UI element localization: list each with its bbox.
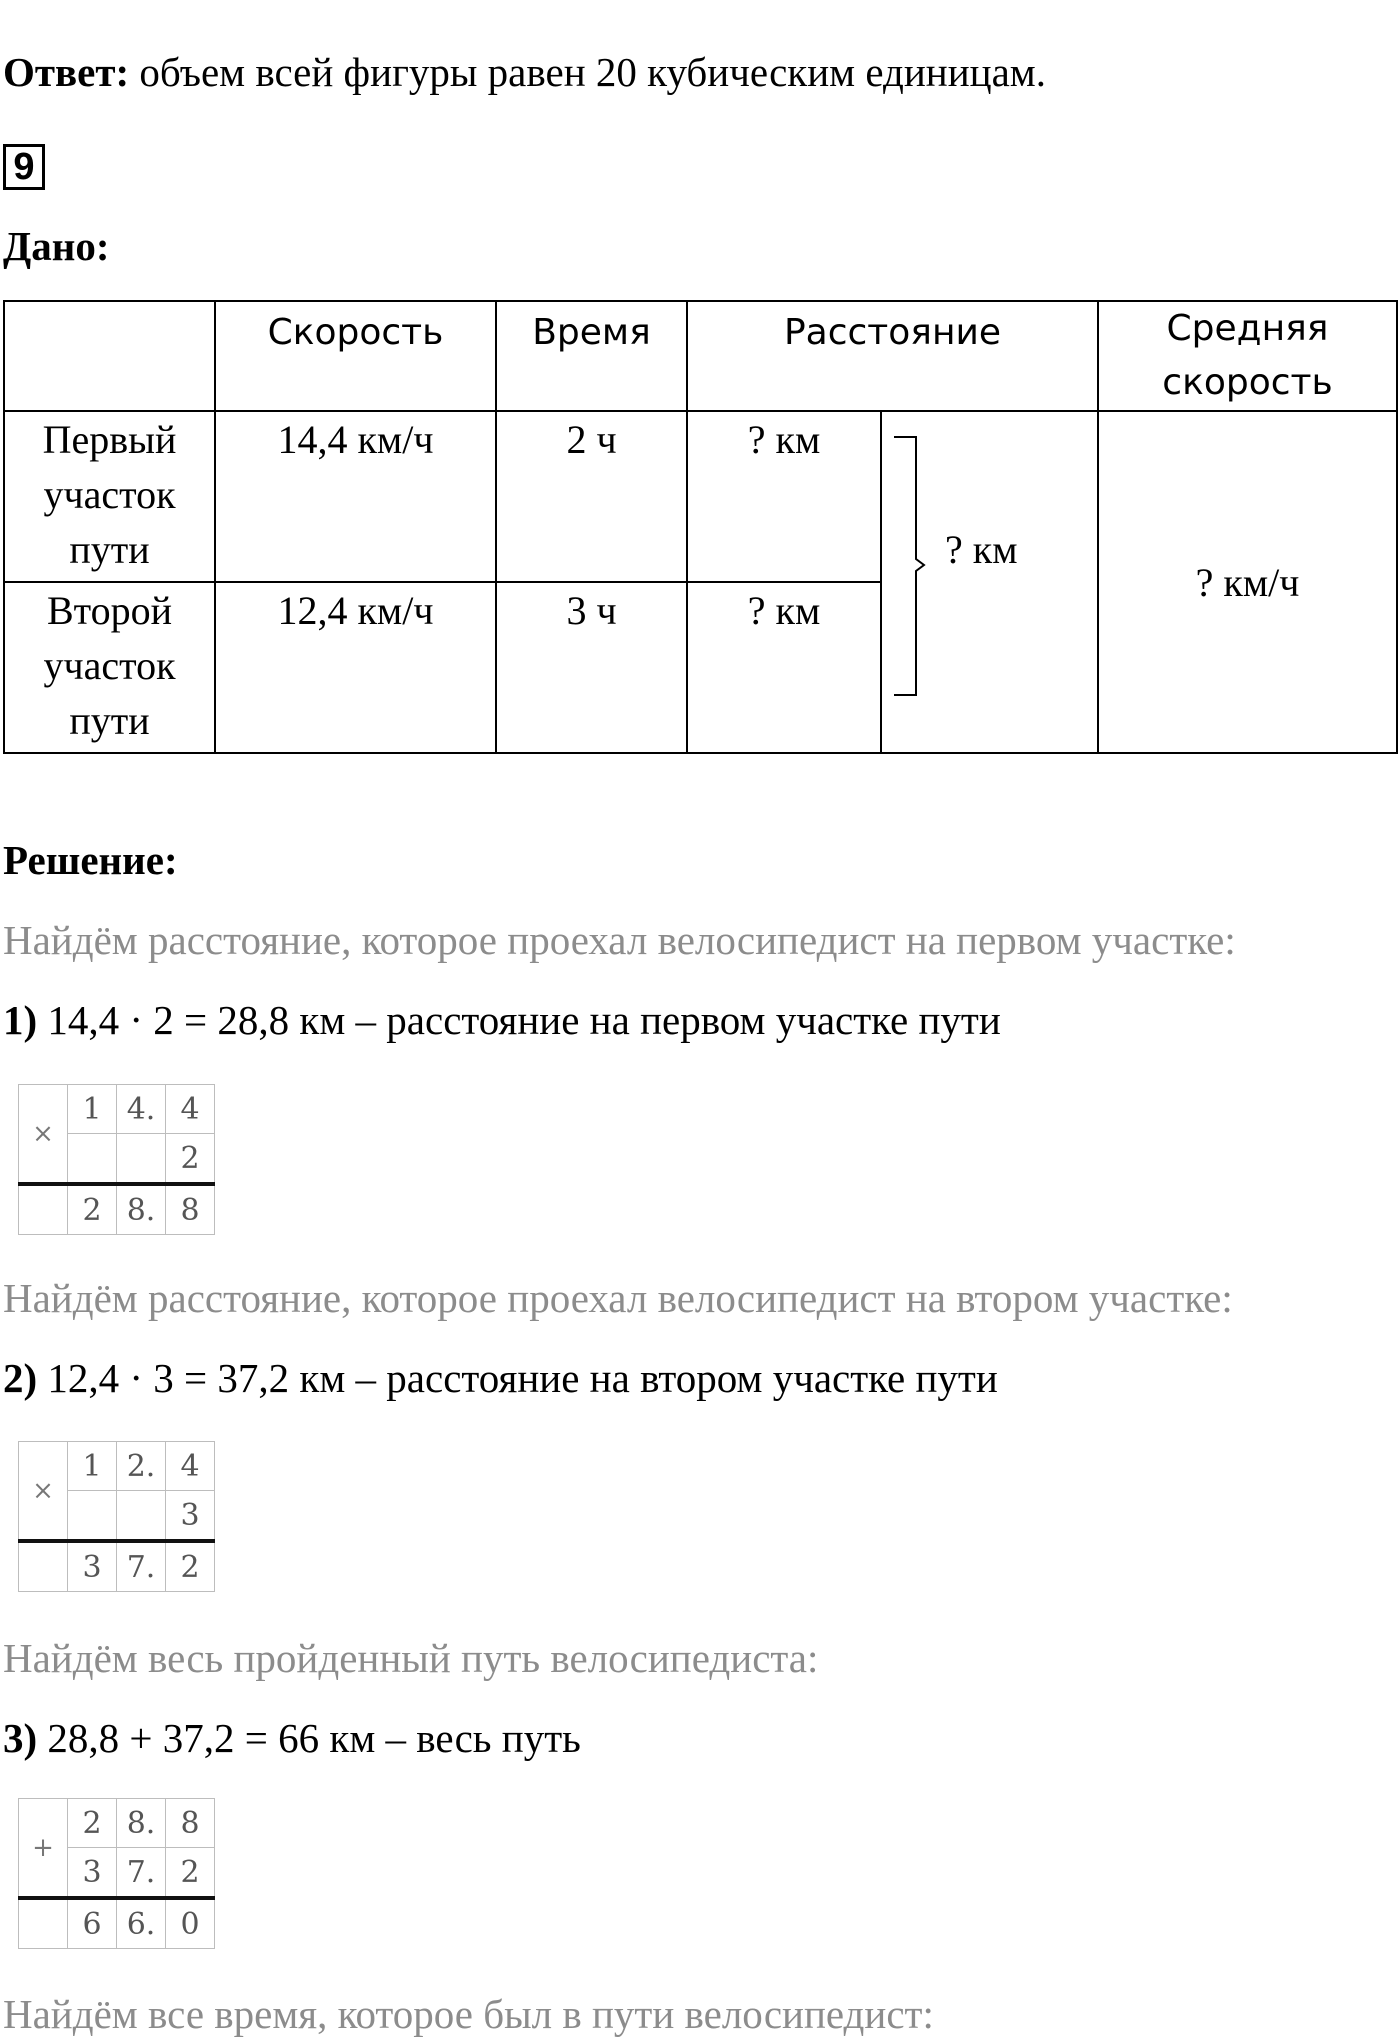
previous-answer: [3, 48, 1046, 96]
step1-equation: 1) 14,4 · 2 = 28,8 км – расстояние на первом участке пути: [3, 997, 1001, 1043]
header-distance: Расстояние: [687, 301, 1098, 411]
step2-equation: 2) 12,4 · 3 = 37,2 км – расстояние на втором участке пути: [3, 1355, 998, 1401]
answer-text: объем всей фигуры равен 20 кубическим единицам.: [129, 49, 1047, 95]
curly-brace-icon: [880, 431, 950, 701]
solution-heading: Решение:: [3, 837, 178, 883]
total-distance-label: ? км: [945, 527, 1018, 572]
row1-time: 2 ч: [496, 411, 687, 582]
task-number-box: 9: [3, 144, 45, 190]
multiply-sign: ×: [19, 1442, 68, 1542]
answer-label: Ответ:: [3, 49, 130, 95]
header-speed: Скорость: [215, 301, 496, 411]
final-intro: Найдём все время, которое был в пути велосипедист:: [3, 1991, 934, 2037]
row1-distance: ? км: [687, 411, 881, 582]
plus-sign: +: [19, 1799, 68, 1899]
row2-speed: 12,4 км/ч: [215, 582, 496, 753]
step3-column-addition: + 2 8. 8 3 7. 2 6 6. 0: [18, 1798, 215, 1949]
step1-column-multiplication: × 1 4. 4 2 2 8. 8: [18, 1084, 215, 1235]
multiply-sign: ×: [19, 1085, 68, 1185]
average-speed-cell: ? км/ч: [1098, 411, 1397, 753]
row1-name: Первый участок пути: [4, 411, 215, 582]
row2-name: Второй участок пути: [4, 582, 215, 753]
header-average-speed: Средняя скорость: [1098, 301, 1397, 411]
step3-equation: 3) 28,8 + 37,2 = 66 км – весь путь: [3, 1715, 581, 1761]
row2-time: 3 ч: [496, 582, 687, 753]
given-table: [3, 300, 1398, 754]
header-empty: [4, 301, 215, 411]
given-heading: Дано:: [3, 223, 110, 269]
header-time: Время: [496, 301, 687, 411]
row2-distance: ? км: [687, 582, 881, 753]
step2-intro: Найдём расстояние, которое проехал велосипедист на втором участке:: [3, 1275, 1233, 1321]
step3-intro: Найдём весь пройденный путь велосипедиста:: [3, 1635, 819, 1681]
step2-column-multiplication: × 1 2. 4 3 3 7. 2: [18, 1441, 215, 1592]
row1-speed: 14,4 км/ч: [215, 411, 496, 582]
step1-intro: Найдём расстояние, которое проехал велосипедист на первом участке:: [3, 917, 1236, 963]
